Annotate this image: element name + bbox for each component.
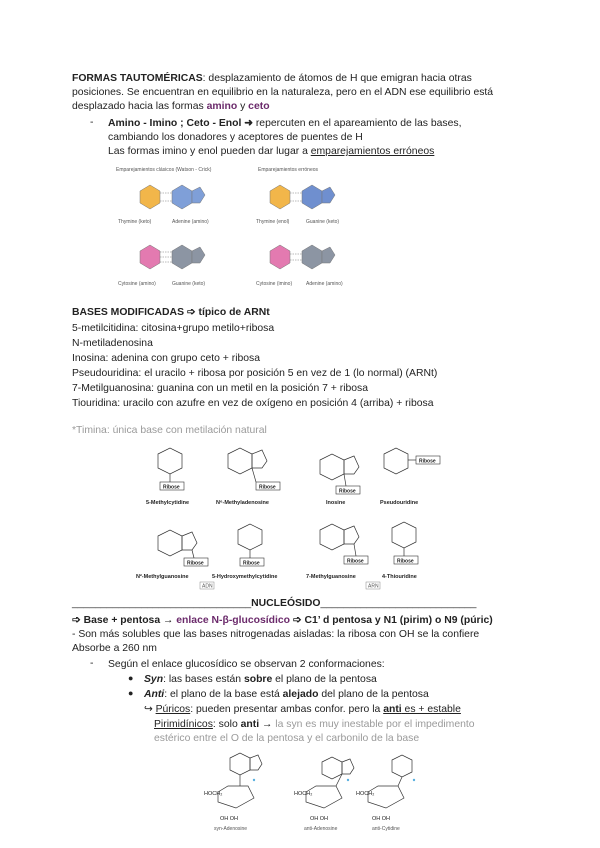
syn-bold: sobre [243,674,273,685]
structure-5-hydroxymethylcytidine: 5-Hydroxymethylcytidine [212,574,278,580]
syn-line [144,673,377,686]
caption-adenine-amino-2: Adenine (amino) [306,281,343,287]
ribose-label-3: Ribose [339,488,356,495]
pirim-gray-line2: estérico entre el O de la pentosa y el carbonilo de la base [154,733,420,744]
tautomeric-line3 [72,100,270,113]
ribose-label-6: Ribose [243,560,260,567]
pirim-gray: la syn es muy inestable por el impedimento [275,719,475,730]
structure-4-thiouridine: 4-Thiouridine [382,574,417,580]
nucleoside-heading-rule [72,597,476,610]
tautomeric-bullet-line3-pre: Las formas imino y enol pueden dar lugar a [108,146,311,157]
modified-item-4: Pseudouridina: el uracilo + ribosa por posición 5 en vez de 1 (lo normal) (ARNt) [72,368,438,379]
caption-adenine-amino: Adenine (amino) [172,219,209,225]
syn-post: el plano de la pentosa [272,674,377,685]
nucleoside-line1-pre: ➩ Base + pentosa → [72,615,177,626]
classic-pairing-title: Emparejamientos clásicos (Watson - Crick) [116,167,212,173]
erroneous-pairings-link: emparejamientos erróneos [310,146,435,157]
puricos-line [144,703,461,716]
modified-arrow-text: ➩ típico de ARNt [184,307,270,318]
modified-title: BASES MODIFICADAS [72,307,184,318]
structure-5-methylcytidine: 5-Methylcytidine [146,500,190,506]
pair-cytosine-imino-adenine [256,245,343,287]
structure-inosine: Inosine [326,500,346,506]
nucleoside-line4: Según el enlace glucosídico se observan 2 conformaciones: [108,659,385,670]
pirim-arrow: → [259,719,276,730]
ceto-word: ceto [248,101,270,112]
atom-label-oh-1: OH OH [220,816,239,822]
caption-thymine-enol: Thymine (enol) [256,219,290,225]
syn-label: Syn [144,674,164,685]
erroneous-pairing-title: Emparejamientos erróneos [258,167,319,173]
ribose-label-2: Ribose [259,484,276,491]
tautomeric-line3-pre: desplazado hacia las formas [72,101,207,112]
modified-bases-figure [130,440,450,592]
puricos-pre: : pueden presentar ambas confor. pero la [190,704,384,715]
tautomeric-bullet-bold: Amino - Imino ; Ceto - Enol ➜ [108,118,253,129]
tautomeric-intro [72,72,472,85]
tautomeric-title: FORMAS TAUTOMÉRICAS [72,73,203,84]
puricos-anti: anti [383,704,402,715]
modified-item-5: 7-Metilguanosina: guanina con un metil en la posición 7 + ribosa [72,383,369,394]
anti-label: Anti [144,689,165,700]
pirim-anti: anti [240,719,260,730]
tautomeric-intro-text: : desplazamiento de átomos de H que emigran hacia otras [202,73,472,84]
ribose-label-7: Ribose [347,558,364,565]
ribose-label-4: Ribose [419,458,436,465]
tautomeric-line2: posiciones. Se encuentran en equilibrio en la naturaleza, pero en el ADN ese equilibrio está [72,87,494,98]
ribose-label-5: Ribose [187,560,204,567]
nucleoside-rule-right: ___________________________ [320,598,477,609]
structure-n2-methylguanosine: N²-Methylguanosine [136,574,189,580]
pirim-pre: : solo [212,719,241,730]
caption-anti-adenosine: anti-Adenosine [304,826,338,832]
atom-label-oh-3: OH OH [372,816,391,822]
thymine-note: *Timina: única base con metilación natural [72,425,267,436]
glycosidic-bond-link: enlace N-β-glucosídico [176,615,291,626]
amino-word: amino [206,101,238,112]
tautomeric-bullet-line1 [108,117,461,130]
ribose-label-1: Ribose [163,484,180,491]
adn-tag: ADN [202,583,213,590]
puricos-post: es + estable [401,704,461,715]
caption-cytosine-imino: Cytosine (imino) [256,281,293,287]
caption-guanine-keto-1: Guanine (keto) [306,219,340,225]
and-word: y [237,101,249,112]
tautomeric-bullet-dash: - [90,117,94,128]
structure-7-methylguanosine: 7-Methylguanosine [306,574,356,580]
nucleoside-heading: NUCLEÓSIDO [251,598,321,609]
tautomeric-bullet-line3 [108,145,434,158]
puricos-link: Púricos [155,704,191,715]
modified-heading [72,306,270,319]
nucleoside-line1-post: ➩ C1’ d pentosa y N1 (pirim) o N9 (púric) [290,615,493,626]
conformations-figure [196,748,426,834]
anti-pre: : el plano de la base está [164,689,283,700]
arn-tag: ARN [368,583,379,590]
caption-anti-cytidine: anti-Cytidine [372,826,400,832]
anti-bold: alejado [282,689,319,700]
nucleoside-line2: - Son más solubles que las bases nitrogenadas aisladas: la ribosa con OH se la confiere [72,629,480,640]
tautomer-pairing-figure [110,163,360,291]
pair-thymine-enol-guanine [256,185,339,225]
modified-item-1: 5-metilcitidina: citosina+grupo metilo+ribosa [72,323,275,334]
nucleoside-line1 [72,614,493,627]
caption-cytosine-amino: Cytosine (amino) [118,281,156,287]
tautomeric-bullet-line2: cambiando los donadores y aceptores de puentes de H [108,132,363,143]
nucleoside-line3: Absorbe a 260 nm [72,643,157,654]
atom-label-hoch2-3: HOCH₂ [356,791,375,797]
modified-item-3: Inosina: adenina con grupo ceto + ribosa [72,353,261,364]
anti-line [144,688,429,701]
caption-guanine-keto-2: Guanine (keto) [172,281,206,287]
nucleoside-dash: - [90,658,94,669]
anti-bullet: ● [128,688,134,698]
pair-cytosine-guanine [118,245,205,287]
caption-syn-adenosine: syn-Adenosine [214,826,248,832]
pair-thymine-adenine [118,185,209,225]
atom-label-hoch2-1: HOCH₂ [204,791,223,797]
anti-post: del plano de la pentosa [318,689,429,700]
tautomeric-bullet-rest: repercuten en el apareamiento de las bases, [252,118,462,129]
structure-pseudouridine: Pseudouridine [380,500,419,506]
atom-label-oh-2: OH OH [310,816,329,822]
structure-n6-methyladenosine: N⁶-Methyladenosine [216,500,269,506]
caption-thymine-keto: Thymine (keto) [118,219,152,225]
modified-item-6: Tiouridina: uracilo con azufre en vez de oxígeno en posición 4 (arriba) + ribosa [72,398,434,409]
syn-pre: : las bases están [163,674,244,685]
syn-bullet: ● [128,673,134,683]
modified-item-2: N-metiladenosina [72,338,153,349]
pirim-link: Pirimidínicos [154,719,213,730]
puricos-arrow: ↪ [144,704,156,715]
nucleoside-rule-left: _______________________________ [72,598,252,609]
ribose-label-8: Ribose [397,558,414,565]
pirim-line [154,718,475,731]
atom-label-hoch2-2: HOCH₂ [294,791,313,797]
